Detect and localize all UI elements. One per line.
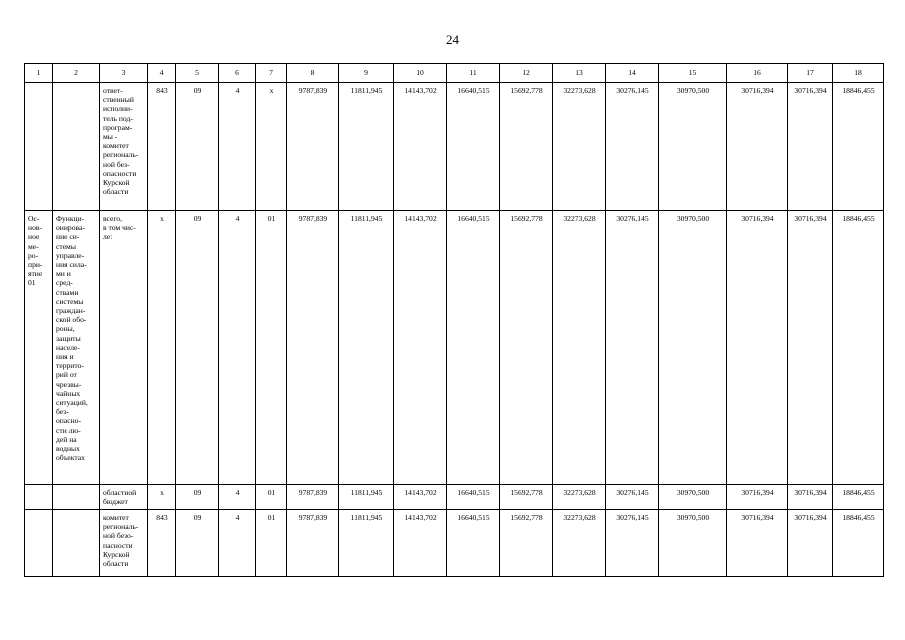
cell-value: 18846,455 — [833, 510, 884, 577]
column-header: 11 — [447, 64, 500, 83]
cell-value: 30716,394 — [727, 485, 788, 510]
table-body — [25, 64, 884, 577]
cell-value: 18846,455 — [833, 83, 884, 211]
cell-pr: 4 — [219, 510, 256, 577]
cell-value: 30716,394 — [727, 211, 788, 485]
cell-executor: комитет региональ- ной безо- пасности Курской области — [100, 510, 148, 577]
cell-rz: 09 — [176, 83, 219, 211]
cell-value: 9787,839 — [287, 485, 339, 510]
cell-value: 11811,945 — [339, 211, 394, 485]
cell-value: 32273,628 — [553, 211, 606, 485]
cell-value: 30716,394 — [788, 485, 833, 510]
budget-table — [24, 63, 884, 577]
cell-value: 14143,702 — [394, 83, 447, 211]
column-header: 18 — [833, 64, 884, 83]
column-header: 5 — [176, 64, 219, 83]
table-row — [25, 485, 884, 510]
cell-value: 15692,778 — [500, 510, 553, 577]
cell-rz: 09 — [176, 510, 219, 577]
cell-grbs: х — [148, 485, 176, 510]
cell-executor: всего, в том чис- ле: — [100, 211, 148, 485]
cell-event-name — [53, 510, 100, 577]
cell-value: 30716,394 — [727, 83, 788, 211]
cell-event-number — [25, 510, 53, 577]
cell-value: 11811,945 — [339, 485, 394, 510]
column-header: 14 — [606, 64, 659, 83]
cell-value: 16640,515 — [447, 83, 500, 211]
cell-value: 30716,394 — [727, 510, 788, 577]
column-header: 4 — [148, 64, 176, 83]
column-header: 12 — [500, 64, 553, 83]
cell-value: 30276,145 — [606, 83, 659, 211]
cell-rz: 09 — [176, 485, 219, 510]
cell-value: 18846,455 — [833, 485, 884, 510]
cell-value: 18846,455 — [833, 211, 884, 485]
cell-value: 30716,394 — [788, 211, 833, 485]
cell-rz: 09 — [176, 211, 219, 485]
column-header: 8 — [287, 64, 339, 83]
cell-grbs: х — [148, 211, 176, 485]
cell-grbs: 843 — [148, 510, 176, 577]
cell-event-number — [25, 485, 53, 510]
cell-value: 14143,702 — [394, 211, 447, 485]
cell-executor: ответ- ственный исполни- тель под- програм- мы - комитет региональ- ной без- опасности Курской области — [100, 83, 148, 211]
table-row — [25, 83, 884, 211]
column-header: 16 — [727, 64, 788, 83]
cell-value: 30970,500 — [659, 510, 727, 577]
cell-value: 11811,945 — [339, 83, 394, 211]
page-number: 24 — [446, 32, 459, 47]
cell-value: 14143,702 — [394, 485, 447, 510]
cell-value: 32273,628 — [553, 485, 606, 510]
column-header: 17 — [788, 64, 833, 83]
cell-value: 30970,500 — [659, 83, 727, 211]
column-header: 2 — [53, 64, 100, 83]
cell-value: 15692,778 — [500, 211, 553, 485]
cell-value: 16640,515 — [447, 485, 500, 510]
column-header: 15 — [659, 64, 727, 83]
cell-csr: 01 — [256, 510, 287, 577]
cell-value: 11811,945 — [339, 510, 394, 577]
cell-value: 30970,500 — [659, 485, 727, 510]
cell-value: 30716,394 — [788, 510, 833, 577]
cell-value: 16640,515 — [447, 211, 500, 485]
column-header: 10 — [394, 64, 447, 83]
cell-value: 9787,839 — [287, 211, 339, 485]
cell-csr: 01 — [256, 485, 287, 510]
table-row — [25, 510, 884, 577]
cell-value: 30276,145 — [606, 211, 659, 485]
column-header: 9 — [339, 64, 394, 83]
cell-value: 9787,839 — [287, 83, 339, 211]
cell-pr: 4 — [219, 485, 256, 510]
cell-value: 16640,515 — [447, 510, 500, 577]
cell-event-name — [53, 485, 100, 510]
cell-value: 15692,778 — [500, 83, 553, 211]
header-row — [25, 64, 884, 83]
cell-event-name: Функци- онирова- ние си- стемы управле- ния сила- ми и сред- ствами системы граждан- ской обо- роны, защиты населе- ния и террито- рий от чрезвы- чайных ситуаций, без- опасно- сти лю- дей на водных объектах — [53, 211, 100, 485]
cell-value: 32273,628 — [553, 83, 606, 211]
cell-pr: 4 — [219, 83, 256, 211]
cell-grbs: 843 — [148, 83, 176, 211]
cell-value: 14143,702 — [394, 510, 447, 577]
cell-executor: областной бюджет — [100, 485, 148, 510]
cell-value: 15692,778 — [500, 485, 553, 510]
cell-value: 30716,394 — [788, 83, 833, 211]
column-header: 7 — [256, 64, 287, 83]
cell-value: 30970,500 — [659, 211, 727, 485]
cell-csr: 01 — [256, 211, 287, 485]
cell-event-number: Ос- нов- ное ме- ро- при- ятие 01 — [25, 211, 53, 485]
cell-value: 9787,839 — [287, 510, 339, 577]
cell-value: 32273,628 — [553, 510, 606, 577]
column-header: 13 — [553, 64, 606, 83]
cell-pr: 4 — [219, 211, 256, 485]
table-row — [25, 211, 884, 485]
cell-event-number — [25, 83, 53, 211]
column-header: 1 — [25, 64, 53, 83]
cell-csr: х — [256, 83, 287, 211]
cell-value: 30276,145 — [606, 485, 659, 510]
cell-event-name — [53, 83, 100, 211]
cell-value: 30276,145 — [606, 510, 659, 577]
column-header: 6 — [219, 64, 256, 83]
column-header: 3 — [100, 64, 148, 83]
